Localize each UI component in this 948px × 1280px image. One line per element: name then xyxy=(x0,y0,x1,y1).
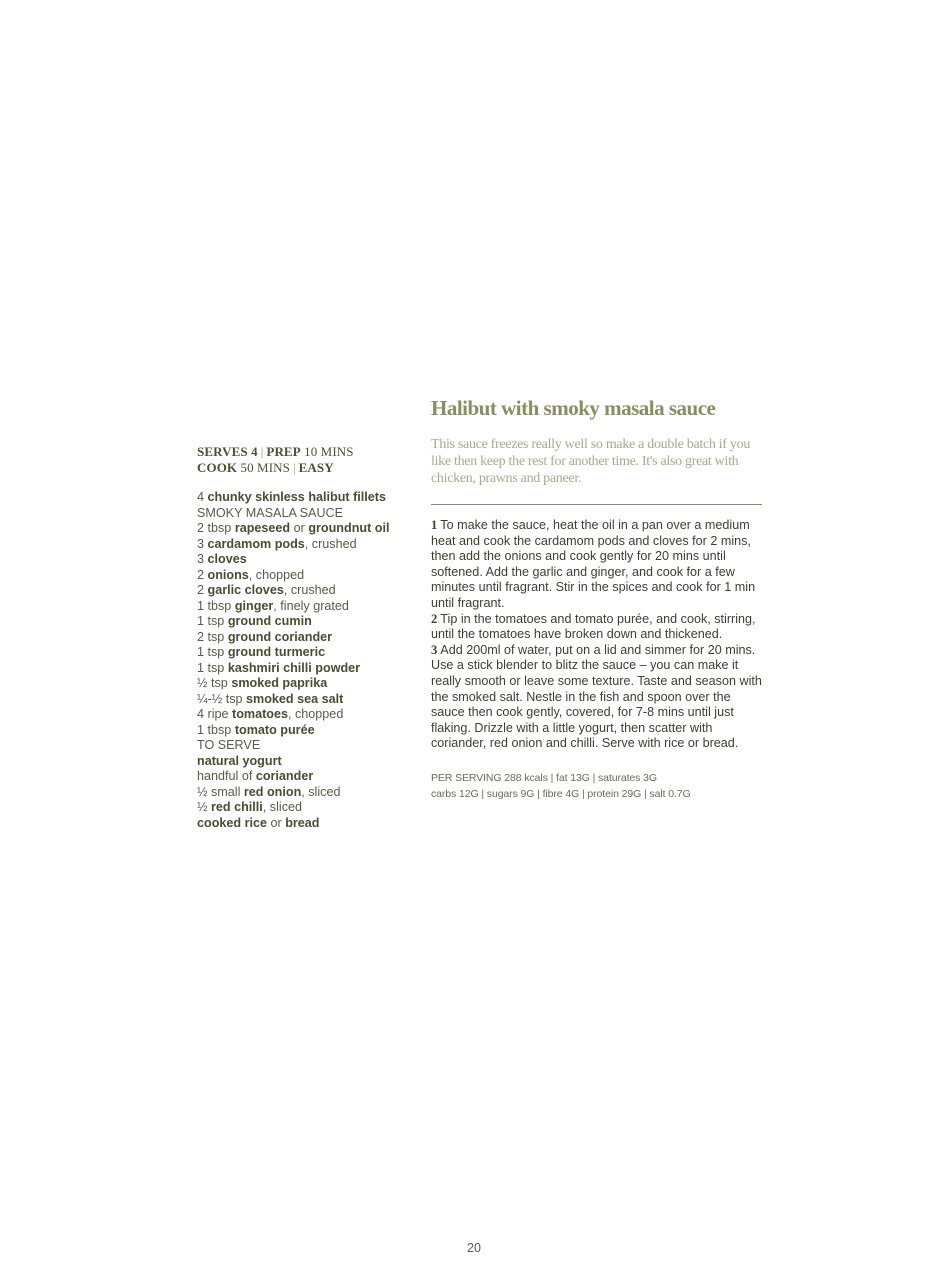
ingredient-name: smoked paprika xyxy=(231,676,328,690)
ingredient-text: 1 tbsp xyxy=(197,598,235,613)
ingredient-text: ½ tsp xyxy=(197,676,232,690)
ingredient-name: red onion xyxy=(243,784,302,799)
ingredients-list xyxy=(197,490,417,831)
ingredient-text: 2 tbsp xyxy=(197,521,235,535)
ingredient-item xyxy=(197,568,417,584)
ingredient-text: 2 xyxy=(197,583,208,597)
ingredient-item xyxy=(197,723,417,739)
ingredient-text: 2 xyxy=(197,567,208,582)
ingredient-name: ground turmeric xyxy=(227,645,326,659)
difficulty: EASY xyxy=(298,460,334,475)
ingredient-item xyxy=(197,707,417,723)
ingredient-text: , crushed xyxy=(304,536,357,551)
step-text: To make the sauce, heat the oil in a pan over a medium heat and cook the cardamom pods and cloves for 2 mins, then add the onions and cook gently for 20 mins until softened. Add the garlic and ginger, and cook for a few minutes until fragrant. Stir in the spices and cook for 1 min until fragrant. xyxy=(431,518,756,610)
cook-label: COOK xyxy=(197,460,238,475)
nutrition-line-2: carbs 12G | sugars 9G | fibre 4G | protein 29G | salt 0.7G xyxy=(431,788,691,800)
ingredient-item xyxy=(197,537,417,553)
ingredient-text: 2 tsp xyxy=(197,629,228,644)
ingredient-text: or xyxy=(267,815,286,830)
ingredient-item xyxy=(197,583,417,599)
ingredient-name: natural yogurt xyxy=(197,753,282,768)
ingredient-name: garlic cloves xyxy=(207,583,284,597)
ingredient-text: 1 tsp xyxy=(197,645,228,659)
divider xyxy=(431,504,762,505)
ingredient-item xyxy=(197,816,417,832)
ingredient-name: coriander xyxy=(255,769,314,783)
method-step xyxy=(431,518,766,612)
ingredient-item xyxy=(197,754,417,770)
ingredient-text: , sliced xyxy=(301,784,341,799)
ingredient-item xyxy=(197,521,417,537)
ingredient-item xyxy=(197,506,417,522)
step-text: Add 200ml of water, put on a lid and simmer for 20 mins. Use a stick blender to blitz the sauce – you can make it really smooth or leave some texture. Taste and season with the smoked salt. Nestle in the fish and spoon over the sauce then cook gently, covered, for 7-8 mins until just flaking. Drizzle with a little yogurt, then scatter with coriander, red onion and chilli. Serve with rice or bread. xyxy=(431,642,762,751)
meta-line-2: COOK 50 MINS | EASY xyxy=(197,460,334,475)
step-number: 2 xyxy=(431,611,438,626)
ingredient-text: or xyxy=(290,521,309,535)
serves-value: 4 xyxy=(251,444,258,459)
ingredient-text: ¼-½ tsp xyxy=(197,691,246,706)
step-number: 1 xyxy=(431,518,438,532)
ingredient-name: tomatoes xyxy=(232,707,288,721)
ingredient-name: ginger xyxy=(234,598,274,613)
ingredient-name: cooked rice xyxy=(197,815,267,830)
step-number: 3 xyxy=(431,642,438,657)
prep-label: PREP xyxy=(266,444,301,459)
ingredient-text: 1 tbsp xyxy=(197,722,235,737)
ingredient-text: SMOKY MASALA SAUCE xyxy=(197,505,344,520)
ingredient-text: 3 xyxy=(197,536,208,551)
ingredient-name: bread xyxy=(285,815,320,830)
ingredient-name: chunky skinless halibut fillets xyxy=(207,490,386,504)
ingredient-name: ground cumin xyxy=(227,614,312,628)
ingredient-item xyxy=(197,645,417,661)
ingredient-item xyxy=(197,630,417,646)
ingredient-item xyxy=(197,769,417,785)
ingredient-item xyxy=(197,676,417,692)
ingredient-text: TO SERVE xyxy=(197,738,261,752)
recipe-intro: This sauce freezes really well so make a double batch if you like then keep the rest for another time. It's also great with chicken, prawns and paneer. xyxy=(431,437,751,486)
ingredient-name: tomato purée xyxy=(234,722,315,737)
ingredient-name: kashmiri chilli powder xyxy=(227,660,361,675)
ingredient-item xyxy=(197,661,417,677)
ingredient-name: cloves xyxy=(207,552,247,566)
meta-line-1: SERVES 4 | PREP 10 MINS xyxy=(197,444,354,459)
nutrition-line-1: PER SERVING 288 kcals | fat 13G | saturates 3G xyxy=(431,772,657,784)
ingredient-item xyxy=(197,785,417,801)
ingredient-text: , sliced xyxy=(262,800,303,814)
ingredient-item xyxy=(197,800,417,816)
ingredient-text: 1 tsp xyxy=(197,614,228,628)
recipe-meta xyxy=(197,444,397,476)
ingredient-name: smoked sea salt xyxy=(246,691,344,706)
ingredient-name: red chilli xyxy=(211,800,263,814)
recipe-title: Halibut with smoky masala sauce xyxy=(431,396,716,420)
ingredient-item xyxy=(197,614,417,630)
serves-label: SERVES xyxy=(197,444,248,459)
ingredient-name: onions xyxy=(207,567,249,582)
ingredient-text: 4 xyxy=(197,490,208,504)
ingredient-item xyxy=(197,599,417,615)
prep-value: 10 MINS xyxy=(304,444,354,459)
ingredient-text: 4 ripe xyxy=(197,707,233,721)
step-text: Tip in the tomatoes and tomato purée, and cook, stirring, until the tomatoes have broken down and thickened. xyxy=(431,611,756,642)
ingredient-text: ½ xyxy=(197,800,212,814)
method-step xyxy=(431,643,766,752)
ingredient-text: , finely grated xyxy=(273,598,349,613)
ingredient-name: ground coriander xyxy=(227,629,333,644)
method-steps xyxy=(431,518,766,752)
nutrition-info xyxy=(431,770,771,802)
ingredient-name: groundnut oil xyxy=(308,521,390,535)
ingredient-text: , crushed xyxy=(283,583,336,597)
ingredient-name: cardamom pods xyxy=(207,536,305,551)
ingredient-text: 3 xyxy=(197,552,208,566)
ingredient-item xyxy=(197,692,417,708)
method-step xyxy=(431,612,766,643)
ingredient-text: , chopped xyxy=(248,567,305,582)
ingredient-item xyxy=(197,490,417,506)
page-number: 20 xyxy=(467,1241,481,1255)
ingredient-text: ½ small xyxy=(197,784,244,799)
cook-value: 50 MINS xyxy=(240,460,290,475)
ingredient-text: 1 tsp xyxy=(197,660,228,675)
ingredient-text: handful of xyxy=(197,769,256,783)
ingredient-item xyxy=(197,552,417,568)
ingredient-text: , chopped xyxy=(288,707,344,721)
ingredient-item xyxy=(197,738,417,754)
ingredient-name: rapeseed xyxy=(234,521,291,535)
